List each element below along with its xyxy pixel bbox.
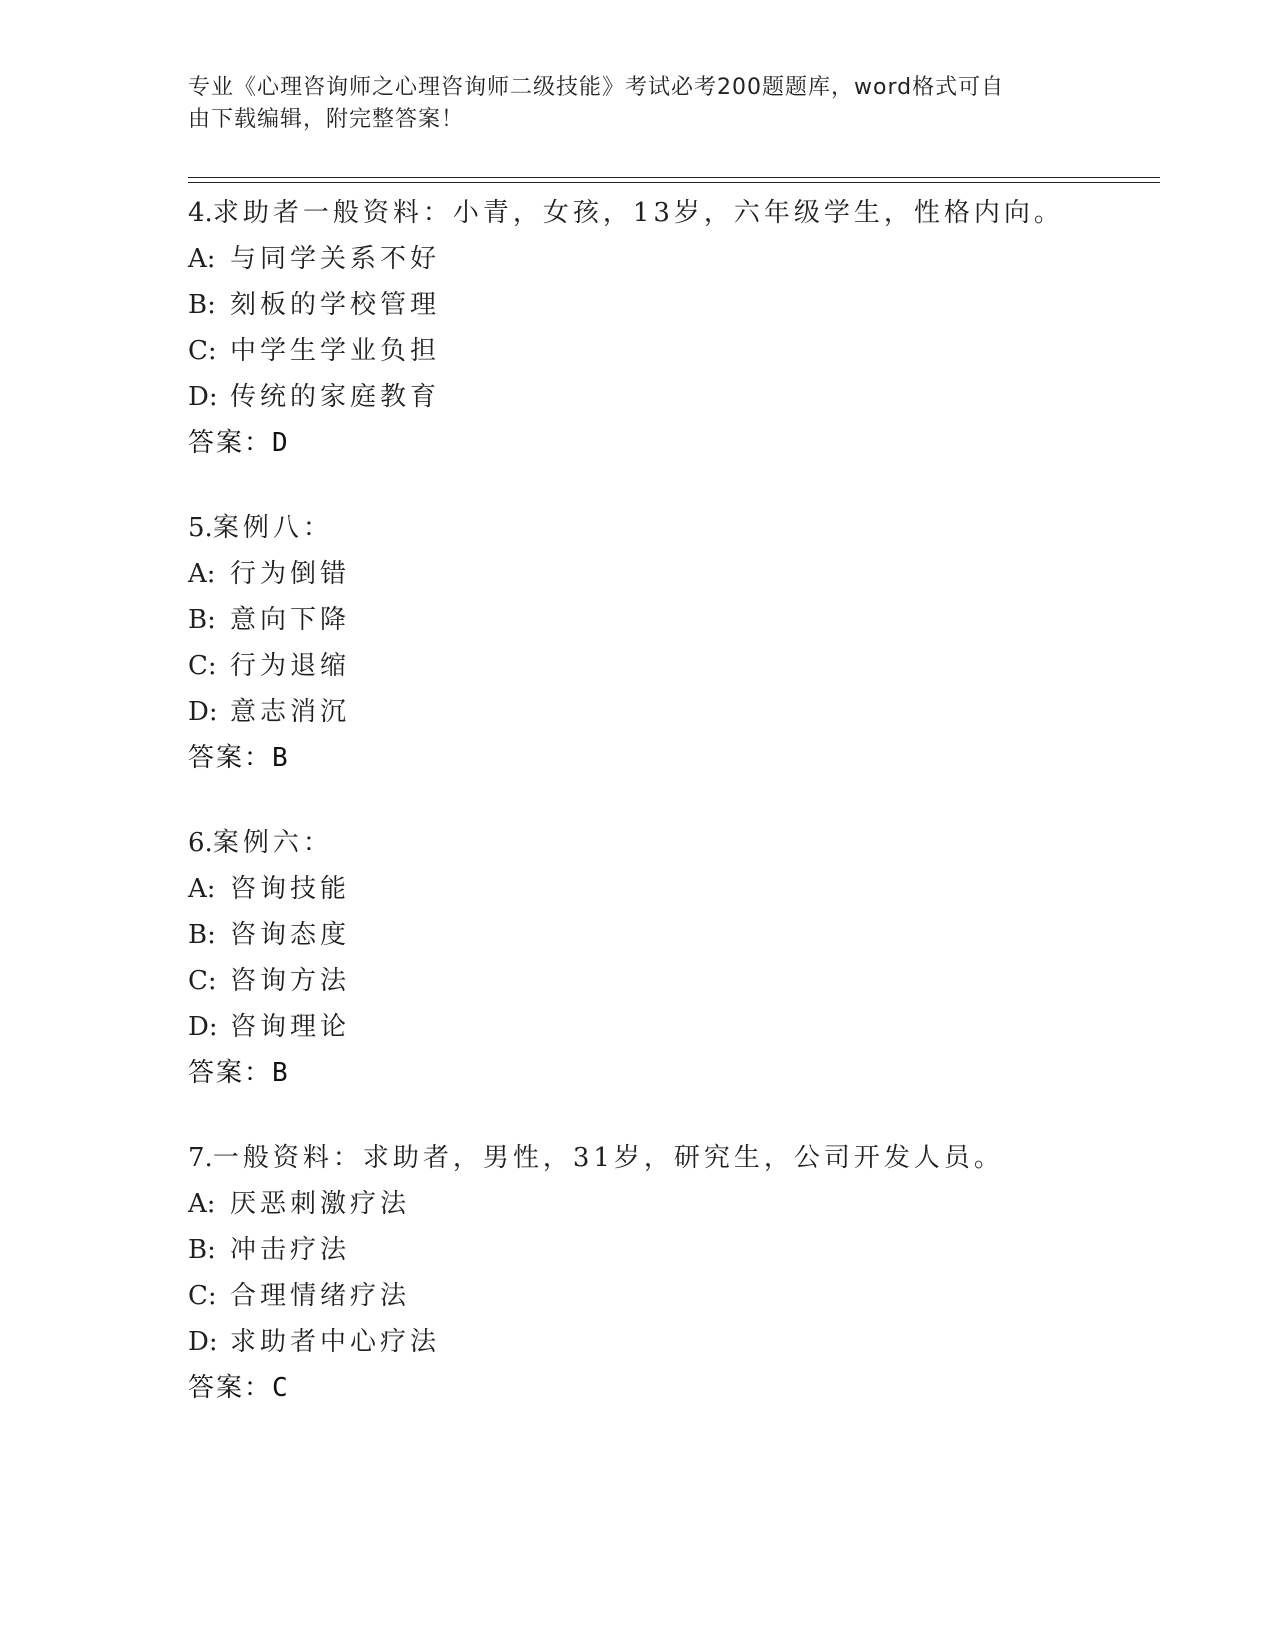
question-text: 案例八：: [212, 513, 333, 543]
option-text: 刻板的学校管理: [230, 290, 441, 320]
question-number: 5.: [188, 513, 213, 543]
answer: [188, 1050, 1160, 1096]
option-key: A:: [188, 874, 216, 904]
option-c: [188, 1273, 1160, 1319]
option-key: A:: [188, 559, 216, 589]
option-d: [188, 689, 1160, 735]
question-stem: [188, 505, 1160, 551]
option-text: 行为退缩: [230, 651, 351, 681]
option-text: 合理情绪疗法: [230, 1281, 411, 1311]
question-number: 7.: [188, 1143, 213, 1173]
option-key: A:: [188, 244, 216, 274]
question-text: 一般资料：求助者，男性，31岁，研究生，公司开发人员。: [212, 1143, 1004, 1173]
option-a: [188, 866, 1160, 912]
option-b: [188, 282, 1160, 328]
option-key: C:: [188, 1281, 217, 1311]
option-b: [188, 597, 1160, 643]
option-key: D:: [188, 1012, 218, 1042]
option-text: 意志消沉: [230, 697, 351, 727]
option-key: B:: [188, 605, 216, 635]
question-5: [188, 505, 1160, 781]
answer: [188, 1365, 1160, 1411]
option-text: 咨询方法: [230, 966, 351, 996]
option-text: 中学生学业负担: [230, 336, 441, 366]
option-key: D:: [188, 382, 218, 412]
question-text: 案例六：: [212, 828, 333, 858]
question-stem: [188, 820, 1160, 866]
answer-label: 答案：: [188, 1058, 273, 1088]
option-d: [188, 374, 1160, 420]
question-4: [188, 190, 1160, 466]
option-b: [188, 1227, 1160, 1273]
answer-label: 答案：: [188, 1373, 273, 1403]
question-6: [188, 820, 1160, 1096]
option-key: B:: [188, 920, 216, 950]
question-stem: [188, 190, 1160, 236]
option-text: 厌恶刺激疗法: [230, 1189, 411, 1219]
question-7: [188, 1135, 1160, 1411]
option-key: C:: [188, 966, 217, 996]
option-key: B:: [188, 290, 216, 320]
answer-value: C: [272, 1373, 288, 1403]
answer-value: B: [272, 743, 288, 773]
option-text: 咨询态度: [230, 920, 351, 950]
header-divider-top: [188, 177, 1160, 178]
option-b: [188, 912, 1160, 958]
option-key: C:: [188, 336, 217, 366]
option-text: 意向下降: [230, 605, 351, 635]
option-c: [188, 643, 1160, 689]
option-a: [188, 551, 1160, 597]
option-a: [188, 1181, 1160, 1227]
option-text: 冲击疗法: [230, 1235, 351, 1265]
option-key: D:: [188, 1327, 218, 1357]
option-c: [188, 958, 1160, 1004]
header-divider-bottom: [188, 182, 1160, 183]
answer-value: B: [272, 1058, 288, 1088]
question-number: 6.: [188, 828, 213, 858]
document-header: [188, 72, 1078, 136]
question-list: [188, 190, 1160, 1450]
answer-label: 答案：: [188, 428, 273, 458]
option-key: C:: [188, 651, 217, 681]
question-number: 4.: [188, 198, 213, 228]
option-key: A:: [188, 1189, 216, 1219]
option-d: [188, 1319, 1160, 1365]
option-key: B:: [188, 1235, 216, 1265]
header-line-2: 由下载编辑，附完整答案！: [188, 107, 465, 132]
option-d: [188, 1004, 1160, 1050]
option-text: 传统的家庭教育: [230, 382, 441, 412]
answer-value: D: [272, 428, 288, 458]
option-c: [188, 328, 1160, 374]
option-text: 求助者中心疗法: [230, 1327, 441, 1357]
option-a: [188, 236, 1160, 282]
question-text: 求助者一般资料：小青，女孩，13岁，六年级学生，性格内向。: [212, 198, 1064, 228]
header-line-1: 专业《心理咨询师之心理咨询师二级技能》考试必考200题题库，word格式可自: [188, 75, 1005, 100]
option-key: D:: [188, 697, 218, 727]
option-text: 咨询理论: [230, 1012, 351, 1042]
answer: [188, 420, 1160, 466]
answer: [188, 735, 1160, 781]
option-text: 咨询技能: [230, 874, 351, 904]
option-text: 行为倒错: [230, 559, 351, 589]
option-text: 与同学关系不好: [230, 244, 441, 274]
question-stem: [188, 1135, 1160, 1181]
answer-label: 答案：: [188, 743, 273, 773]
